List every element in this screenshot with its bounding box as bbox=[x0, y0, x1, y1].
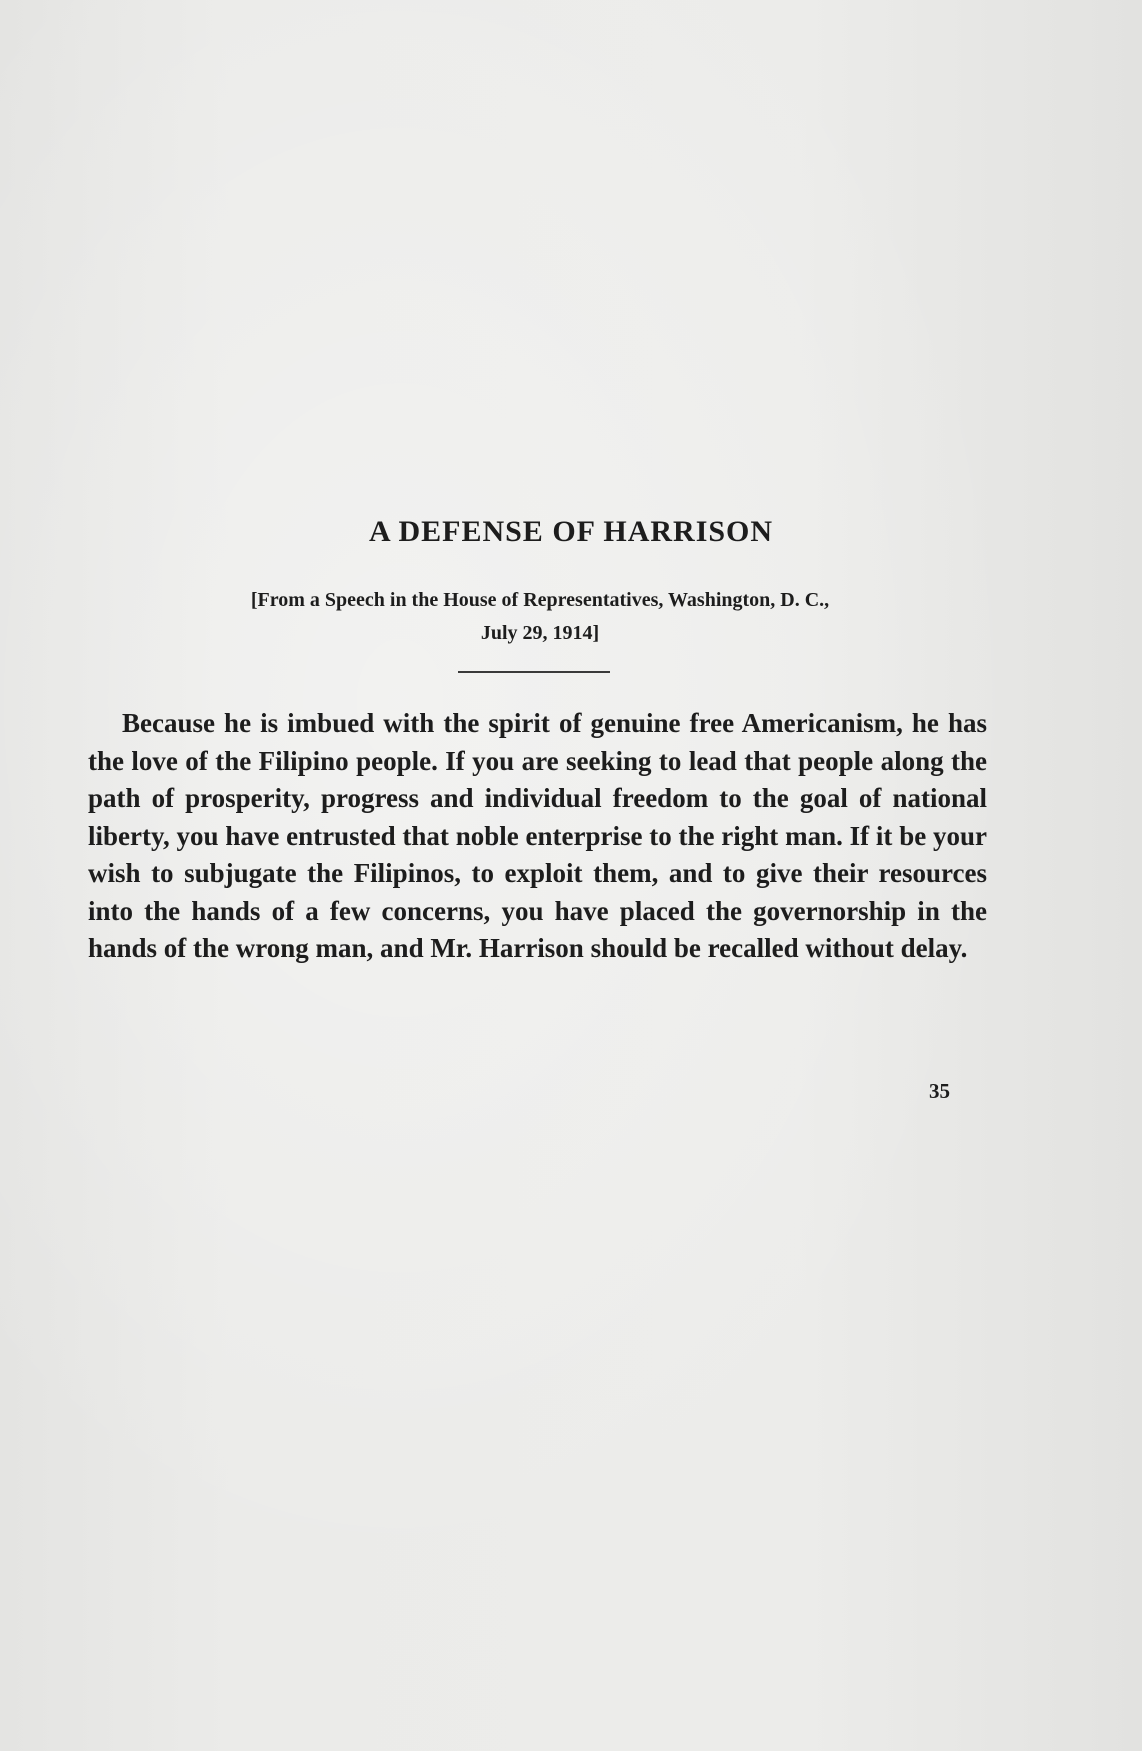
source-citation bbox=[80, 584, 1000, 650]
source-line-2: July 29, 1914] bbox=[480, 622, 600, 644]
body-paragraph: Because he is imbued with the spirit of genuine free Americanism, he has the love of the Filipino people. If you are seeking to lead that people along the path of prosperity, progress and individual freedom to the goal of national liberty, you have entrusted that noble enterprise to the right man. If it be your wish to subjugate the Filipinos, to exploit them, and to give their resources into the hands of a few concerns, you have placed the governorship in the hands of the wrong man, and Mr. Harrison should be recalled without delay. bbox=[88, 708, 987, 963]
section-divider bbox=[458, 671, 610, 673]
source-line-1: [From a Speech in the House of Representatives, Washington, D. C., bbox=[250, 589, 830, 611]
page-number: 35 bbox=[929, 1079, 950, 1103]
chapter-title: A DEFENSE OF HARRISON bbox=[368, 515, 774, 548]
